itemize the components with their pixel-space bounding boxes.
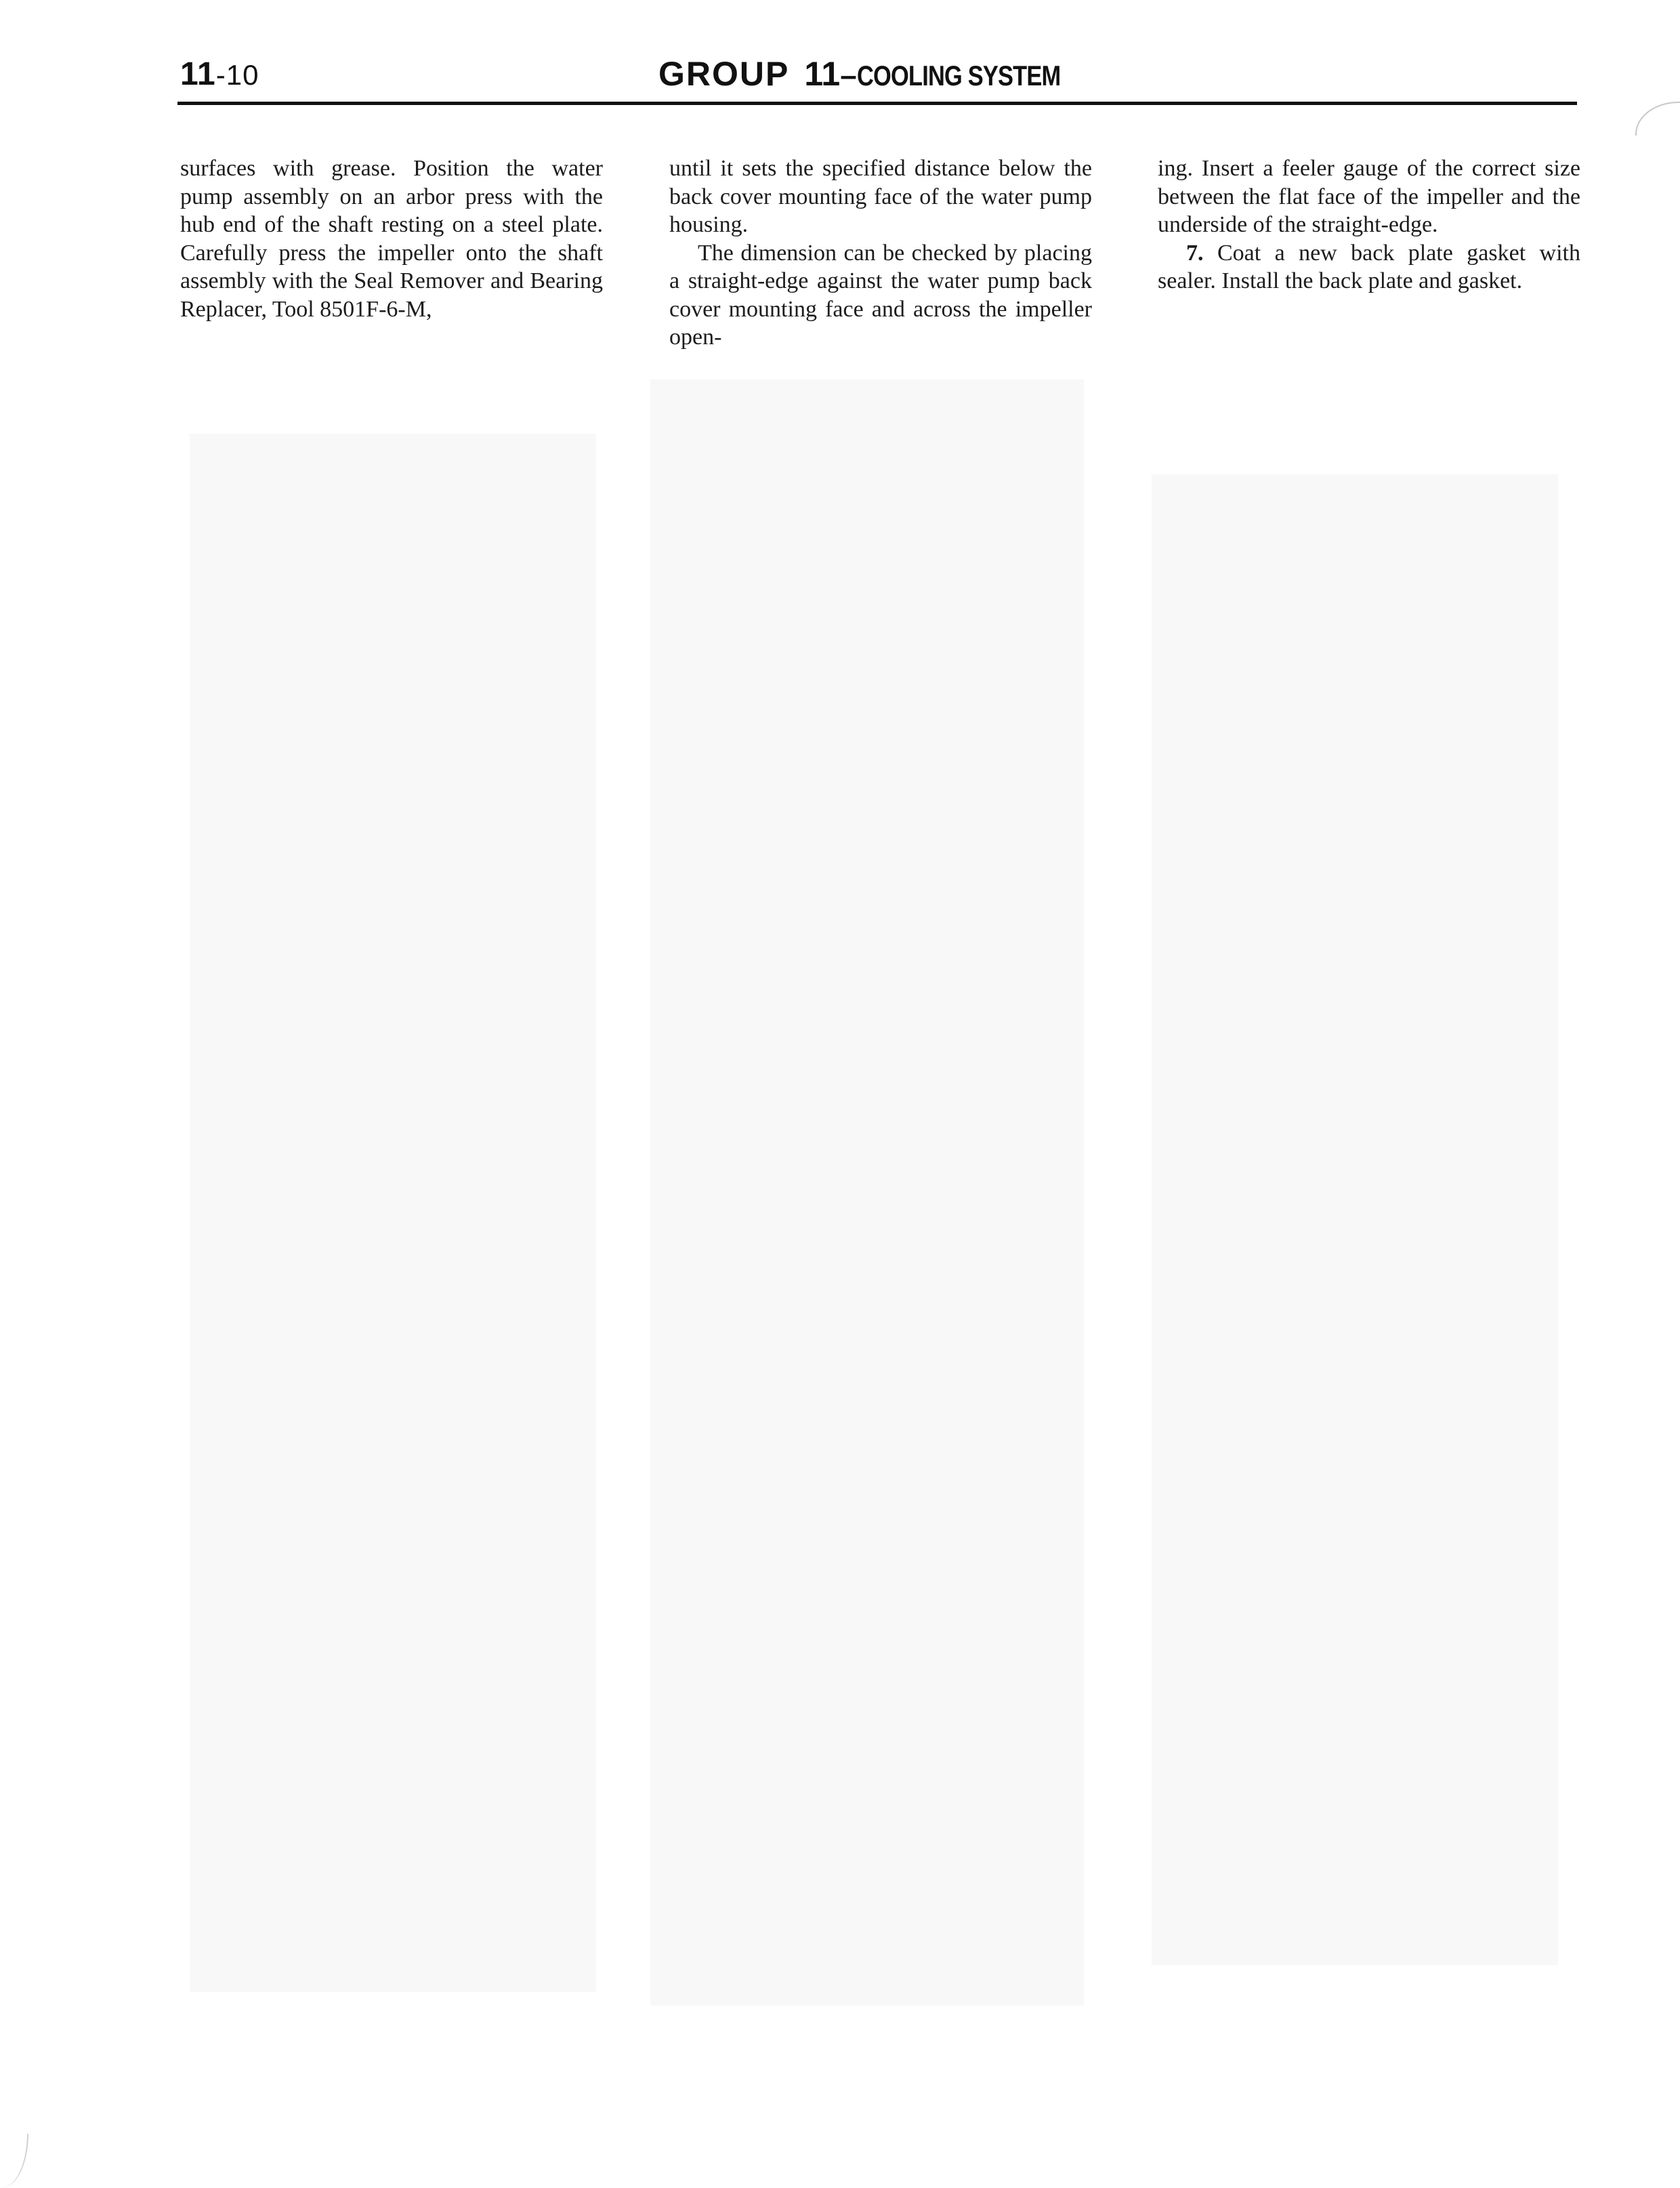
page-number-page: 10 <box>226 59 259 91</box>
text-column-3 <box>1158 154 1580 295</box>
step-paragraph <box>1158 239 1580 295</box>
group-label: GROUP <box>658 55 790 93</box>
bleed-through-area-left <box>190 434 596 1992</box>
page-number-separator: - <box>215 59 226 91</box>
paragraph: until it sets the specified distance below the back cover mounting face of the water pump housing. <box>669 156 1092 237</box>
page-corner-mark <box>0 2134 28 2188</box>
paragraph: The dimension can be checked by placing a straight-edge against the water pump back cover mounting face and across the impeller open- <box>669 240 1092 350</box>
page-curl-mark <box>1635 102 1680 136</box>
page-number <box>180 56 259 93</box>
paragraph: surfaces with grease. Position the water pump assembly on an arbor press with the hub end of the shaft resting on a steel plate. Carefully press the impeller onto the shaft assembly with the Seal Remover and Bearing Replacer, Tool 8501F-6-M, <box>180 156 603 322</box>
group-number: 11 <box>804 55 841 93</box>
text-column-1 <box>180 154 603 323</box>
header-rule <box>177 102 1577 105</box>
step-text: Coat a new back plate gasket with sealer. Install the back plate and gasket. <box>1158 240 1581 293</box>
step-number: 7. <box>1186 240 1204 266</box>
header-dash: – <box>840 59 857 92</box>
running-head <box>658 54 1105 94</box>
text-column-2 <box>669 154 1092 352</box>
page-number-group: 11 <box>180 56 216 92</box>
section-title: COOLING SYSTEM <box>856 60 1061 91</box>
paragraph: ing. Insert a feeler gauge of the correct size between the flat face of the impeller and the underside of the straight-edge. <box>1158 156 1580 237</box>
bleed-through-area-middle <box>650 379 1084 2006</box>
bleed-through-area-right <box>1152 474 1558 1965</box>
